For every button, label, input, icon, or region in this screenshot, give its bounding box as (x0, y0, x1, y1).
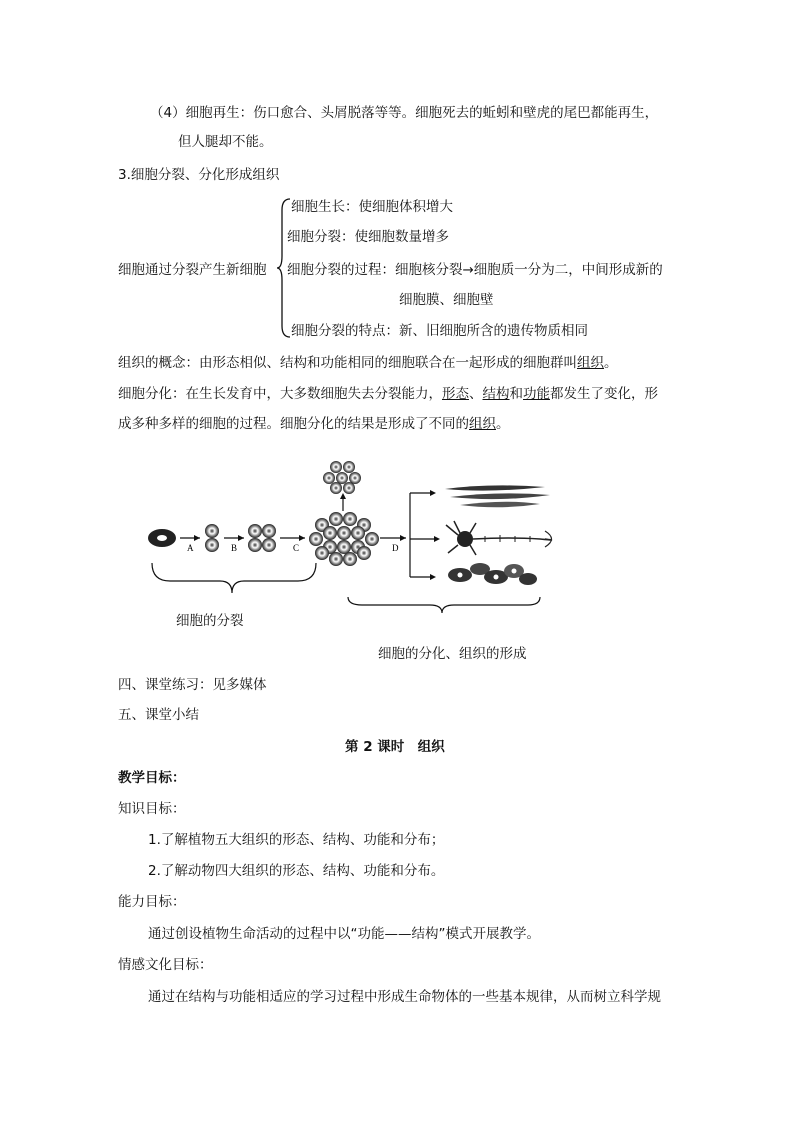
brace-right (348, 597, 540, 613)
tissue-blob (448, 563, 537, 585)
tissue-concept: 组织的概念：由形态相似、结构和功能相同的细胞联合在一起形成的细胞群叫组织。 (118, 355, 618, 371)
figure-caption-right: 细胞的分化、组织的形成 (378, 646, 527, 662)
knowledge-title: 知识目标： (118, 801, 186, 817)
label-b: B (231, 543, 238, 553)
cell-cluster-top (323, 461, 361, 494)
objectives-title: 教学目标： (118, 770, 186, 786)
emotion-title: 情感文化目标： (118, 957, 213, 973)
figure-caption-left: 细胞的分裂 (176, 613, 244, 629)
label-c: C (293, 543, 300, 553)
para-4-line-1: （4）细胞再生：伤口愈合、头屑脱落等等。细胞死去的蚯蚓和壁虎的尾巴都能再生， (150, 105, 659, 121)
ability-text: 通过创设植物生命活动的过程中以“功能——结构”模式开展教学。 (148, 926, 540, 942)
cell-cluster (309, 512, 379, 566)
ability-title: 能力目标： (118, 894, 186, 910)
section-4: 四、课堂练习：见多媒体 (118, 677, 267, 693)
knowledge-item-1: 1.了解植物五大组织的形态、结构、功能和分布； (148, 832, 445, 848)
diff-line-1: 细胞分化：在生长发育中，大多数细胞失去分裂能力，形态、结构和功能都发生了变化，形 (118, 386, 658, 402)
para-4-line-2: 但人腿却不能。 (178, 134, 273, 150)
label-a: A (187, 543, 194, 553)
muscle-tissue (445, 485, 550, 507)
brace-left (152, 563, 316, 593)
label-d: D (392, 543, 399, 553)
knowledge-item-2: 2.了解动物四大组织的形态、结构、功能和分布。 (148, 863, 445, 879)
nerve-cell (446, 521, 552, 555)
brace-item-feature: 细胞分裂的特点：新、旧细胞所含的遗传物质相同 (291, 323, 588, 339)
diff-line-2: 成多种多样的细胞的过程。细胞分化的结果是形成了不同的组织。 (118, 416, 510, 432)
brace-item-division: 细胞分裂：使细胞数量增多 (287, 229, 449, 245)
emotion-text: 通过在结构与功能相适应的学习过程中形成生命物体的一些基本规律，从而树立科学规 (148, 989, 661, 1005)
lesson-title: 第 2 课时 组织 (345, 739, 445, 755)
brace-item-process-cont: 细胞膜、细胞壁 (399, 292, 494, 308)
brace-item-growth: 细胞生长：使细胞体积增大 (291, 199, 453, 215)
brace-root: 细胞通过分裂产生新细胞 (118, 262, 267, 278)
cell-division-figure (140, 455, 600, 620)
brace-item-process: 细胞分裂的过程：细胞核分裂→细胞质一分为二，中间形成新的 (287, 262, 663, 278)
section-3-title: 3.细胞分裂、分化形成组织 (118, 167, 280, 183)
section-5: 五、课堂小结 (118, 707, 199, 723)
